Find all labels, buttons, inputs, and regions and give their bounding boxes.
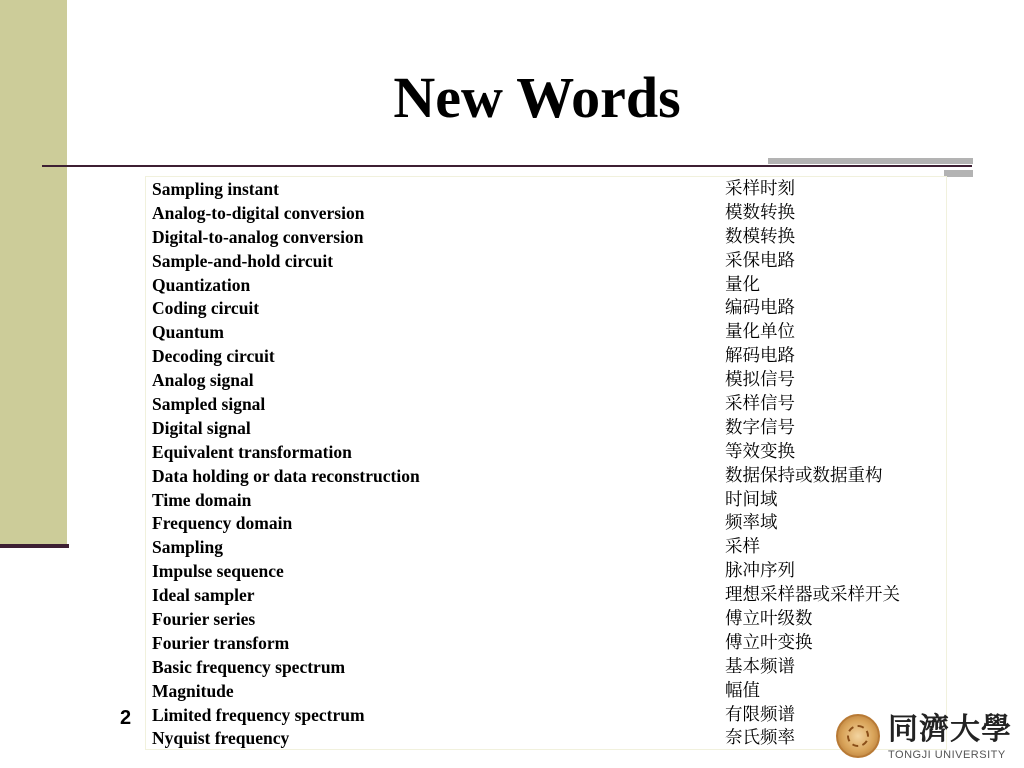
vocabulary-row: [152, 417, 942, 441]
chinese-term: 理想采样器或采样开关: [725, 585, 900, 606]
english-term: Sampling instant: [152, 179, 279, 199]
english-term: Analog signal: [152, 370, 254, 391]
chinese-term: 幅值: [725, 680, 760, 701]
vocabulary-row: [152, 441, 942, 465]
left-band-divider: [0, 544, 69, 548]
chinese-term: 频率域: [725, 513, 778, 534]
english-term: Magnitude: [152, 680, 234, 701]
vocabulary-row: [152, 608, 942, 632]
vocabulary-row: [152, 536, 942, 560]
vocabulary-row: [152, 489, 942, 513]
vocabulary-row: [152, 656, 942, 680]
university-seal-icon: [836, 714, 880, 758]
chinese-term: 傅立叶变换: [725, 632, 813, 653]
vocabulary-row: [152, 274, 942, 298]
english-term: Digital-to-analog conversion: [152, 226, 364, 247]
english-term: Sampling: [152, 537, 223, 558]
vocabulary-row: [152, 297, 942, 321]
chinese-term: 等效变换: [725, 441, 795, 462]
english-term: Sampled signal: [152, 394, 266, 415]
title-divider: [42, 165, 972, 167]
university-name-zh: 同濟大學: [888, 712, 1012, 747]
english-term: Limited frequency spectrum: [152, 704, 365, 725]
chinese-term: 时间域: [725, 489, 778, 510]
accent-bar-small: [944, 170, 973, 177]
chinese-term: 有限频谱: [725, 704, 795, 725]
chinese-term: 编码电路: [725, 298, 795, 319]
vocabulary-row: [152, 512, 942, 536]
vocabulary-row: [152, 202, 942, 226]
vocabulary-row: [152, 632, 942, 656]
vocabulary-row: [152, 584, 942, 608]
english-term: Quantum: [152, 322, 224, 343]
vocabulary-row: [152, 680, 942, 704]
vocabulary-row: [152, 727, 942, 751]
chinese-term: 采样信号: [725, 394, 795, 415]
vocabulary-row: [152, 345, 942, 369]
english-term: Fourier transform: [152, 632, 290, 653]
vocabulary-row: [152, 560, 942, 584]
vocabulary-table: [152, 178, 942, 751]
vocabulary-row: [152, 704, 942, 728]
english-term: Impulse sequence: [152, 561, 284, 582]
accent-bar-top: [768, 158, 973, 164]
english-term: Quantization: [152, 274, 251, 295]
english-term: Time domain: [152, 489, 252, 510]
vocabulary-row: [152, 465, 942, 489]
english-term: Nyquist frequency: [152, 728, 290, 749]
vocabulary-row: [152, 369, 942, 393]
vocabulary-row: [152, 226, 942, 250]
chinese-term: 脉冲序列: [725, 561, 795, 582]
english-term: Frequency domain: [152, 513, 293, 534]
chinese-term: 奈氏频率: [725, 728, 795, 749]
chinese-term: 数据保持或数据重构: [725, 465, 883, 486]
chinese-term: 量化: [725, 274, 760, 295]
english-term: Fourier series: [152, 609, 256, 630]
vocabulary-row: [152, 321, 942, 345]
page-number: 2: [120, 707, 132, 729]
english-term: Sample-and-hold circuit: [152, 250, 334, 271]
chinese-term: 量化单位: [725, 322, 795, 343]
university-logo: [836, 712, 1020, 764]
chinese-term: 解码电路: [725, 346, 795, 367]
chinese-term: 采样: [725, 537, 760, 558]
chinese-term: 采保电路: [725, 250, 795, 271]
chinese-term: 数字信号: [725, 417, 795, 438]
english-term: Data holding or data reconstruction: [152, 465, 420, 486]
vocabulary-row: [152, 393, 942, 417]
english-term: Digital signal: [152, 417, 251, 438]
vocabulary-row: [152, 178, 942, 202]
english-term: Equivalent transformation: [152, 441, 352, 462]
english-term: Coding circuit: [152, 298, 260, 319]
chinese-term: 数模转换: [725, 226, 795, 247]
chinese-term: 基本频谱: [725, 656, 795, 677]
chinese-term: 采样时刻: [725, 179, 795, 199]
english-term: Analog-to-digital conversion: [152, 202, 365, 223]
vocabulary-row: [152, 250, 942, 274]
university-name-en: TONGJI UNIVERSITY: [888, 749, 1006, 761]
chinese-term: 模拟信号: [725, 370, 795, 391]
english-term: Decoding circuit: [152, 346, 275, 367]
chinese-term: 傅立叶级数: [725, 609, 813, 630]
english-term: Ideal sampler: [152, 585, 255, 606]
english-term: Basic frequency spectrum: [152, 656, 346, 677]
slide-title: New Words: [393, 65, 681, 130]
chinese-term: 模数转换: [725, 202, 795, 223]
left-decorative-band: [0, 0, 67, 546]
